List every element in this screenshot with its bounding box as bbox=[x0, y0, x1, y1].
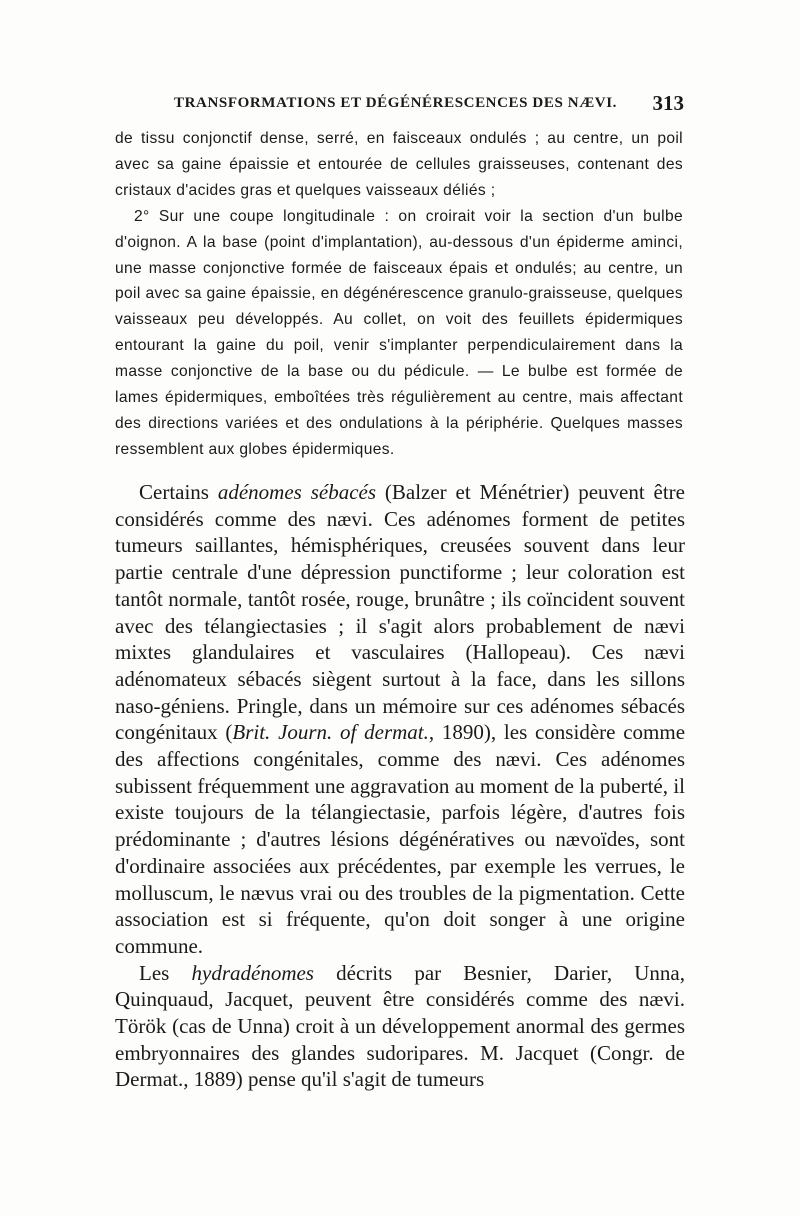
paragraph-hydradenomes bbox=[115, 960, 685, 1094]
paragraph-continuation: de tissu conjonctif dense, serré, en faisceaux ondulés ; au centre, un poil avec sa gaine épaissie et entourée de cellules graisseuses, contenant des cristaux d'acides gras et quelques vaisseaux déliés ; bbox=[115, 130, 683, 199]
text-run: décrits par Besnier, Darier, Unna, Quinquaud, Jacquet, peuvent être considérés comme des nævi. Török (cas de Unna) croit à un développement anormal des germes embryonnaires des glandes sudoripares. M. Jacquet (Congr. de Dermat., 1889) pense qu'il s'agit de tumeurs bbox=[115, 960, 685, 1092]
running-head bbox=[174, 91, 684, 115]
text-run: Certains bbox=[139, 480, 218, 504]
running-head-title: TRANSFORMATIONS ET DÉGÉNÉRESCENCES DES NÆVI. bbox=[174, 95, 618, 111]
page-number: 313 bbox=[652, 91, 684, 115]
main-text-block bbox=[115, 479, 685, 1093]
italic-term: adénomes sébacés bbox=[217, 480, 377, 504]
small-print-block bbox=[115, 126, 683, 463]
paragraph-adenomes-sebaces bbox=[115, 479, 685, 960]
italic-term: hydradénomes bbox=[191, 960, 314, 985]
text-run: Les bbox=[139, 960, 192, 985]
text-run: , 1890), les considère comme des affections congénitales, comme des nævi. Ces adénomes subissent fréquemment une aggravation au moment de la puberté, il existe toujours de la télangiectasie, parfois légère, d'autres fois prédominante ; d'autres lésions dégénératives ou nævoïdes, sont d'ordinaire associées aux précédentes, par exemple les verrues, le molluscum, le nævus vrai ou des troubles de la pigmentation. Cette association est si fréquente, qu'on doit songer à une origine commune. bbox=[115, 720, 686, 958]
text-run: (Balzer et Ménétrier) peuvent être considérés comme des nævi. Ces adénomes forment de petites tumeurs saillantes, hémisphériques, creusées souvent dans leur partie centrale d'une dépression punctiforme ; leur coloration est tantôt normale, tantôt rosée, rouge, brunâtre ; ils coïncident souvent avec des télangiectasies ; il s'agit alors probablement de nævi mixtes glandulaires et vasculaires (Hallopeau). Ces nævi adénomateux sébacés siègent surtout à la face, dans les sillons naso-géniens. Pringle, dans un mémoire sur ces adénomes sébacés congénitaux ( bbox=[115, 480, 685, 745]
paragraph-longitudinal-section: 2° Sur une coupe longitudinale : on croirait voir la section d'un bulbe d'oignon. A la base (point d'implantation), au-dessous d'un épiderme aminci, une masse conjonctive formée de faisceaux épais et ondulés; au centre, un poil avec sa gaine épaissie, en dégénérescence granulo-graisseuse, quelques vaisseaux peu développés. Au collet, on voit des feuillets épidermiques entourant la gaine du poil, venir s'implanter perpendiculairement dans la masse conjonctive de la base ou du pédicule. — Le bulbe est formée de lames épidermiques, emboîtées très régulièrement au centre, mais affectant des directions variées et des ondulations à la périphérie. Quelques masses ressemblent aux globes épidermiques. bbox=[115, 207, 683, 458]
italic-citation: Brit. Journ. of dermat. bbox=[232, 720, 429, 745]
